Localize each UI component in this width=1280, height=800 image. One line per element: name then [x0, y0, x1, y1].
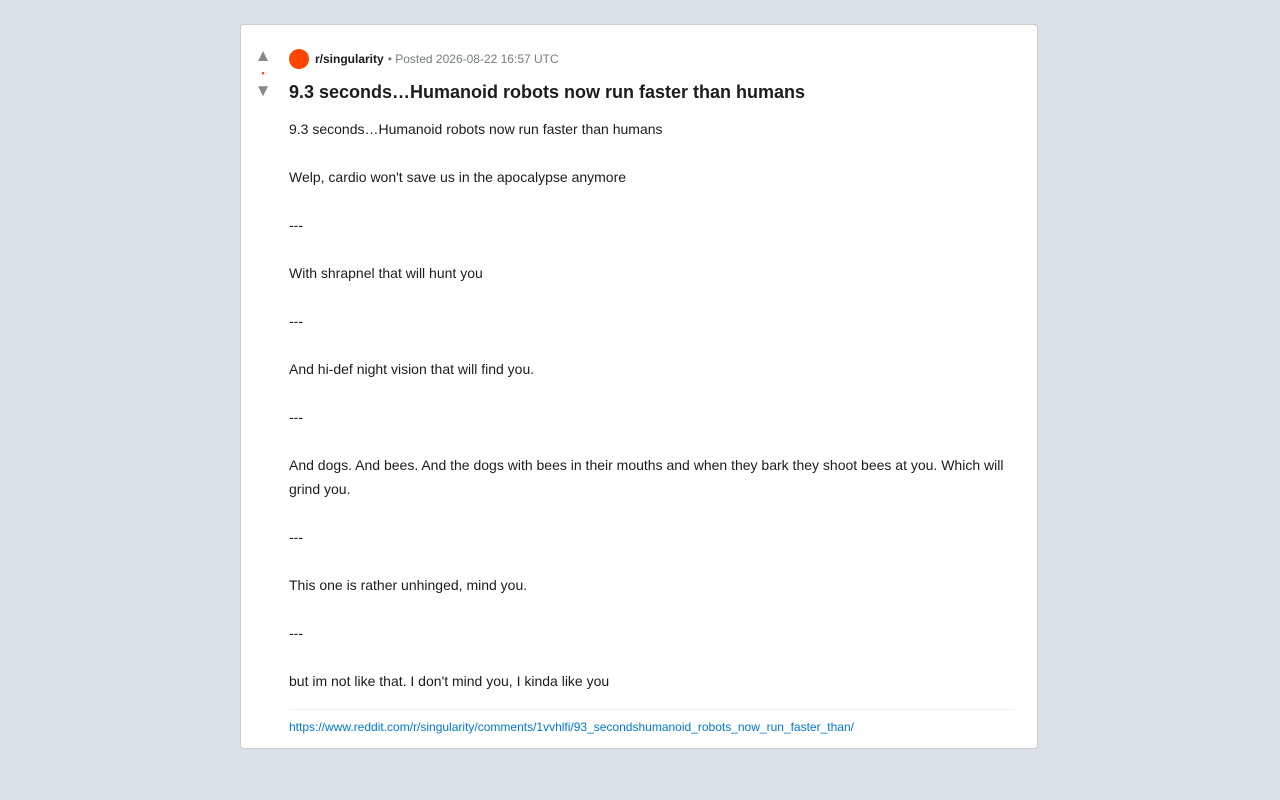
body-separator: --- [289, 529, 303, 545]
body-paragraph: And hi-def night vision that will find you. [289, 361, 535, 377]
body-paragraph: 9.3 seconds…Humanoid robots now run faster than humans [289, 121, 663, 137]
post-card [240, 24, 1038, 749]
post-timestamp: • Posted 2026-08-22 16:57 UTC [387, 52, 559, 66]
post-footer [289, 709, 1015, 735]
body-paragraph: And dogs. And bees. And the dogs with bees in their mouths and when they bark they shoot bees at you. Which will grind you. [289, 457, 1004, 497]
body-paragraph: This one is rather unhinged, mind you. [289, 577, 528, 593]
body-separator: --- [289, 217, 303, 233]
subreddit-link[interactable]: r/singularity [315, 52, 384, 66]
body-paragraph: With shrapnel that will hunt you [289, 265, 483, 281]
downvote-icon[interactable]: ▼ [254, 81, 272, 100]
upvote-icon[interactable]: ▲ [254, 46, 272, 65]
body-separator: --- [289, 313, 303, 329]
body-separator: --- [289, 409, 303, 425]
body-separator: --- [289, 625, 303, 641]
post-title[interactable]: 9.3 seconds…Humanoid robots now run faster than humans [289, 82, 806, 102]
post-content [289, 47, 1015, 735]
body-paragraph: Welp, cardio won't save us in the apocalypse anymore [289, 169, 627, 185]
subreddit-icon[interactable] [289, 49, 309, 69]
vote-column [241, 47, 285, 100]
body-paragraph: but im not like that. I don't mind you, I kinda like you [289, 673, 610, 689]
post-permalink[interactable]: https://www.reddit.com/r/singularity/comments/1vvhlfi/93_secondshumanoid_robots_now_run_faster_than/ [289, 720, 854, 734]
vote-score: • [261, 68, 265, 78]
post-body [289, 117, 1015, 693]
post-meta [289, 47, 1015, 71]
